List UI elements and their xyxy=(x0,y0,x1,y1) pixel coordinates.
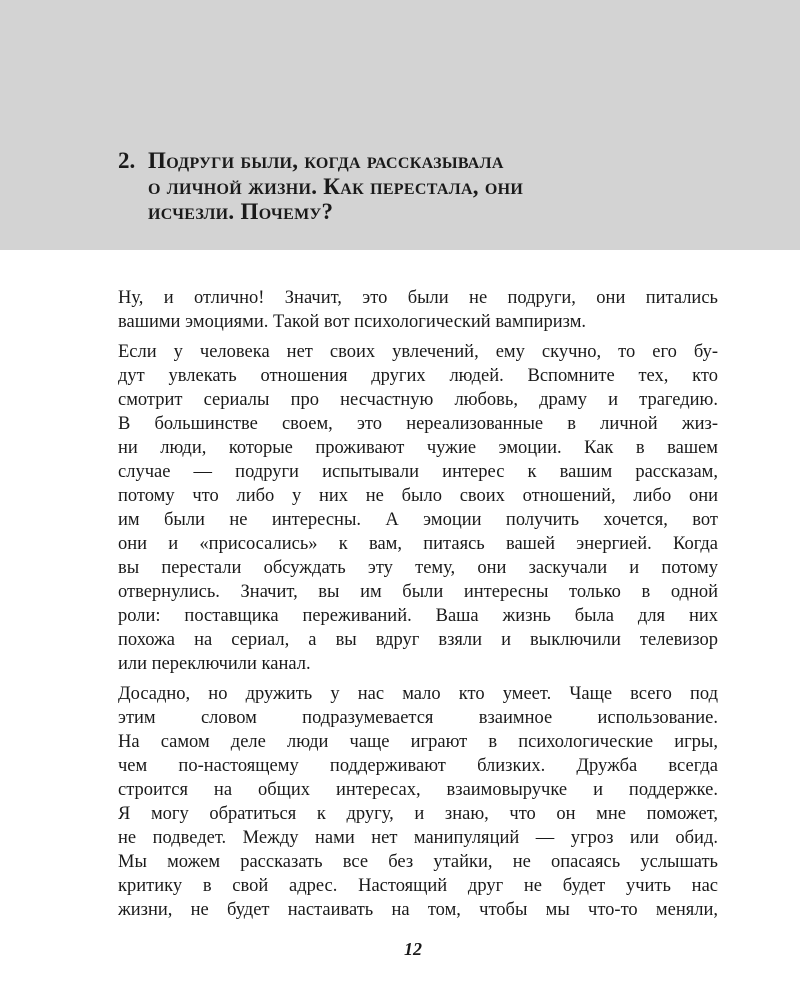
title-line: о личной жизни. Как перестала, они xyxy=(148,173,524,199)
text-line: им были не интересны. А эмоции получить хочется, вот xyxy=(118,510,718,530)
text-line: они и «присосались» к вам, питаясь вашей энергией. Когда xyxy=(118,534,718,554)
text-line: чем по-настоящему поддерживают близких. Дружба всегда xyxy=(118,756,718,776)
chapter-header-band xyxy=(0,0,800,250)
title-line: исчезли. Почему? xyxy=(148,199,334,224)
title-line: Подруги были, когда рассказывала xyxy=(148,148,504,173)
paragraph xyxy=(118,286,718,334)
text-line: Мы можем рассказать все без утайки, не опасаясь услышать xyxy=(118,852,718,872)
text-line: вашими эмоциями. Такой вот психологический вампиризм. xyxy=(118,312,587,332)
text-line: критику в свой адрес. Настоящий друг не будет учить нас xyxy=(118,876,718,896)
text-line: случае — подруги испытывали интерес к вашим рассказам, xyxy=(118,462,718,482)
page-number: 12 xyxy=(404,939,422,959)
question-title xyxy=(148,148,768,225)
text-line: или переключили канал. xyxy=(118,654,311,674)
text-line: этим словом подразумевается взаимное использование. xyxy=(118,708,718,728)
text-line: Ну, и отлично! Значит, это были не подруги, они питались xyxy=(118,288,718,308)
text-line: смотрит сериалы про несчастную любовь, драму и трагедию. xyxy=(118,390,718,410)
paragraph xyxy=(118,682,718,922)
text-line: Если у человека нет своих увлечений, ему скучно, то его бу- xyxy=(118,342,718,362)
text-line: ни люди, которые проживают чужие эмоции. Как в вашем xyxy=(118,438,718,458)
text-line: роли: поставщика переживаний. Ваша жизнь была для них xyxy=(118,606,718,626)
text-line: На самом деле люди чаще играют в психологические игры, xyxy=(118,732,718,752)
text-line: Досадно, но дружить у нас мало кто умеет. Чаще всего под xyxy=(118,684,718,704)
text-line: дут увлекать отношения других людей. Вспомните тех, кто xyxy=(118,366,718,386)
text-line: отвернулись. Значит, вы им были интересны только в одной xyxy=(118,582,718,602)
text-line: строится на общих интересах, взаимовыручке и поддержке. xyxy=(118,780,718,800)
body-text xyxy=(118,286,718,928)
text-line: Я могу обратиться к другу, и знаю, что он мне поможет, xyxy=(118,804,718,824)
paragraph xyxy=(118,340,718,676)
text-line: В большинстве своем, это нереализованные в личной жиз- xyxy=(118,414,718,434)
text-line: потому что либо у них не было своих отношений, либо они xyxy=(118,486,718,506)
text-line: вы перестали обсуждать эту тему, они заскучали и потому xyxy=(118,558,718,578)
text-line: похожа на сериал, а вы вдруг взяли и выключили телевизор xyxy=(118,630,718,650)
text-line: не подведет. Между нами нет манипуляций — угроз или обид. xyxy=(118,828,718,848)
question-number: 2. xyxy=(118,148,136,173)
text-line: жизни, не будет настаивать на том, чтобы мы что-то меняли, xyxy=(118,900,718,920)
